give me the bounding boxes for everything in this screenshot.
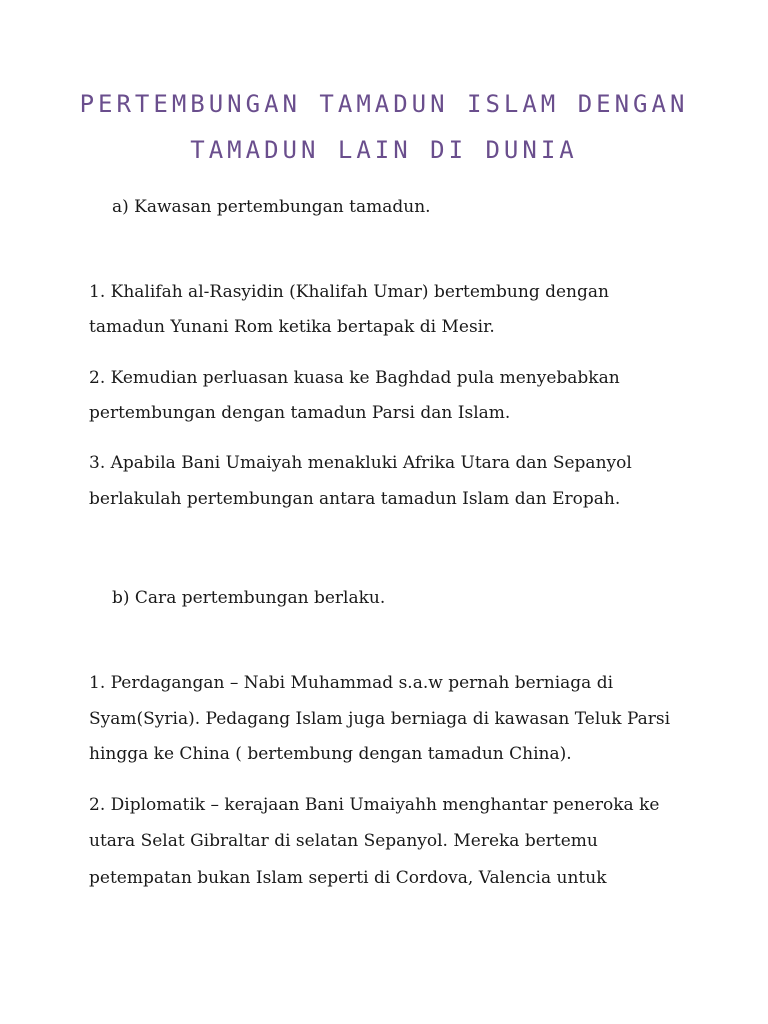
section-b-item-1-line-1: 1. Perdagangan – Nabi Muhammad s.a.w pernah berniaga di <box>89 673 614 693</box>
section-b-item-1-line-2: Syam(Syria). Pedagang Islam juga berniaga di kawasan Teluk Parsi <box>89 709 671 729</box>
section-a-item-3-line-2: berlakulah pertembungan antara tamadun Islam dan Eropah. <box>89 489 621 509</box>
section-a-heading: a) Kawasan pertembungan tamadun. <box>112 197 431 217</box>
section-a-item-1-line-1: 1. Khalifah al-Rasyidin (Khalifah Umar) bertembung dengan <box>89 282 609 302</box>
section-a-item-1-line-2: tamadun Yunani Rom ketika bertapak di Mesir. <box>89 317 495 337</box>
section-b-item-1-line-3: hingga ke China ( bertembung dengan tamadun China). <box>89 744 572 764</box>
section-a-item-2-line-1: 2. Kemudian perluasan kuasa ke Baghdad pula menyebabkan <box>89 368 620 388</box>
section-b-item-2-line-1: 2. Diplomatik – kerajaan Bani Umaiyahh menghantar peneroka ke <box>89 795 660 815</box>
section-a-item-3-line-1: 3. Apabila Bani Umaiyah menakluki Afrika Utara dan Sepanyol <box>89 453 632 473</box>
section-b-item-2-line-2: utara Selat Gibraltar di selatan Sepanyol. Mereka bertemu <box>89 831 598 851</box>
document-title-line-1: PERTEMBUNGAN TAMADUN ISLAM DENGAN <box>79 90 689 118</box>
section-a-item-2-line-2: pertembungan dengan tamadun Parsi dan Islam. <box>89 403 511 423</box>
document-title-line-2: TAMADUN LAIN DI DUNIA <box>190 136 578 164</box>
section-b-heading: b) Cara pertembungan berlaku. <box>112 588 386 608</box>
section-b-item-2-line-3: petempatan bukan Islam seperti di Cordova, Valencia untuk <box>89 868 607 888</box>
